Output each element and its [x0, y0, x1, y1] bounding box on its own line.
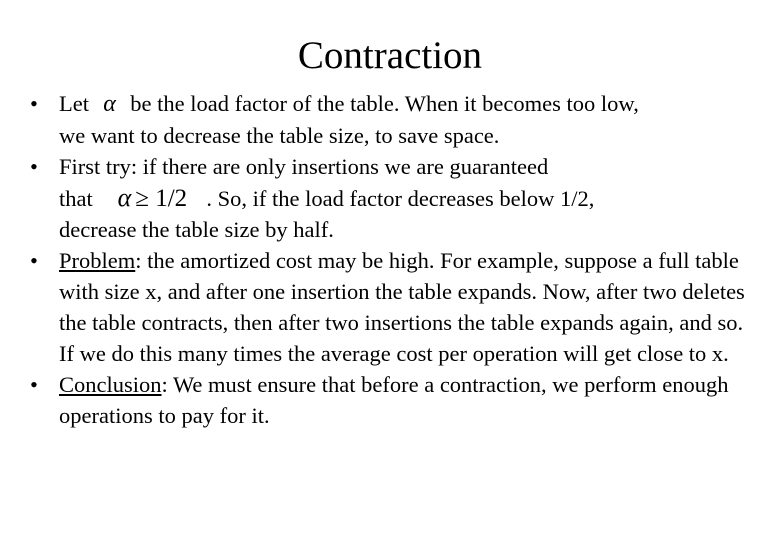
bullet-first-try	[30, 151, 750, 245]
alpha-symbol: α	[103, 91, 116, 117]
alpha-inequality	[98, 182, 206, 214]
bullet-text: decrease the table size by half.	[59, 217, 334, 242]
bullet-text: : the amortized cost may be high. For example, suppose a full table with size x, and after one insertion the table expands. Now, after two deletes the table contracts, then after two insertions the table expands again, and so. If we do this many times the average cost per operation will get close to x.	[59, 248, 745, 366]
bullet-text: we want to decrease the table size, to save space.	[59, 123, 500, 148]
bullet-text: that	[59, 186, 93, 211]
inequality-relation: ≥ 1/2	[135, 185, 188, 212]
bullet-text: . So, if the load factor decreases below 1/2,	[206, 186, 595, 211]
bullet-text: Let	[59, 91, 89, 116]
bullet-problem	[30, 245, 750, 369]
bullet-label-problem: Problem	[59, 248, 136, 273]
bullet-conclusion	[30, 369, 750, 431]
bullet-list	[30, 88, 750, 431]
slide-title: Contraction	[297, 34, 483, 77]
alpha-symbol: α	[117, 183, 132, 212]
bullet-label-conclusion: Conclusion	[59, 372, 162, 397]
bullet-text: be the load factor of the table. When it becomes too low,	[130, 91, 639, 116]
bullet-load-factor	[30, 88, 750, 151]
bullet-text: First try: if there are only insertions we are guaranteed	[59, 154, 549, 179]
bullet-text: : We must ensure that before a contraction, we perform enough operations to pay for it.	[59, 372, 729, 428]
